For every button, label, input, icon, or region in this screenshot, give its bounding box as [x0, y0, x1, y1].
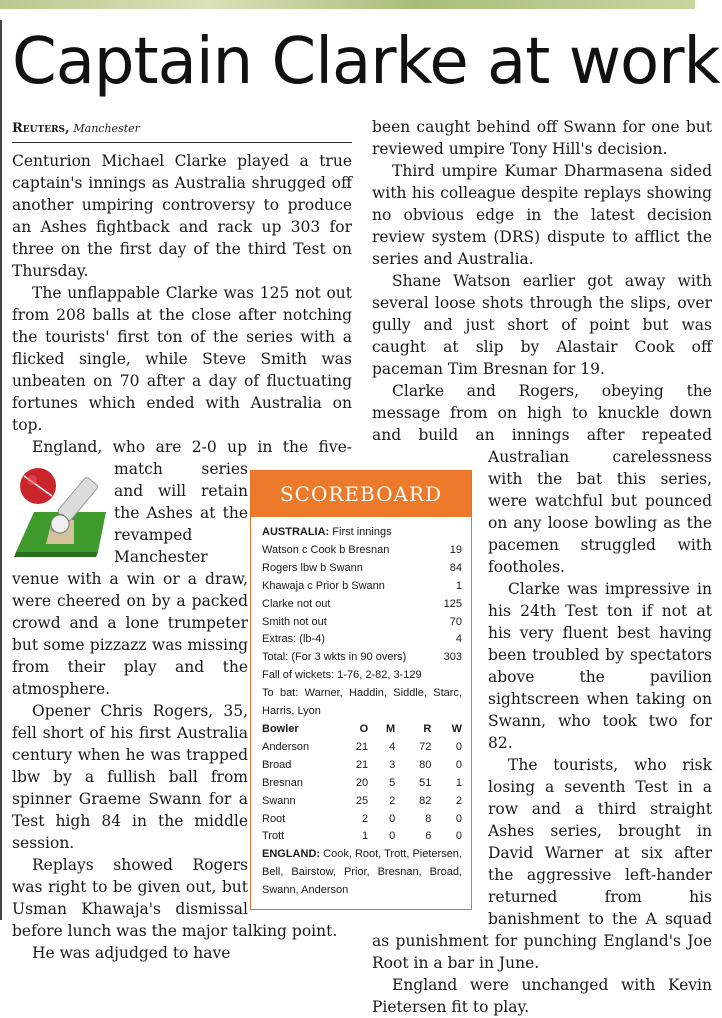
paragraph: The tourists, who risk losing a seventh Test in a row and a third straight Ashes series, brought in David Warner at six after the aggressive left-hander returned from his banishment to the A squad as punishment for punching England's Joe Root in a bar in June.: [372, 756, 712, 972]
runs: 19: [449, 543, 462, 556]
byline-rule: [12, 142, 352, 143]
bowling-cell: Swann: [262, 794, 296, 807]
bowling-cell: 2: [362, 812, 369, 825]
bowling-cell: 8: [425, 812, 432, 825]
bowling-header-cell: M: [386, 722, 396, 735]
bowling-cell: 0: [389, 830, 396, 843]
batting-row: [262, 560, 462, 578]
team-label: AUSTRALIA:: [262, 526, 330, 538]
byline-place: Manchester: [73, 122, 140, 135]
paragraph: Opener Chris Rogers, 35, fell short of his first Australia century when he was trapped lbw by a fullish ball from spinner Graeme Swann for a Test high 84 in the middle session.: [12, 702, 248, 852]
batting-list: [262, 542, 462, 667]
bowling-row: [262, 828, 462, 846]
bowling-cell: 0: [455, 758, 462, 771]
paragraph: The unflappable Clarke was 125 not out from 208 balls at the close after notching the tourists' first ton of the series with a flicked single, while Steve Smith was unbeaten on 70 after a day of fluctuating fortunes which ended with Australia on top.: [12, 284, 352, 434]
bowling-cell: Broad: [262, 758, 292, 771]
bowling-cell: 5: [389, 776, 396, 789]
batting-row: [262, 631, 462, 649]
scoreboard-title: SCOREBOARD: [251, 471, 471, 517]
bowling-cell: Trott: [262, 830, 285, 843]
bowling-cell: 51: [419, 776, 432, 789]
headline: Captain Clarke at work: [12, 25, 720, 99]
bowling-cell: 4: [389, 740, 396, 753]
innings-line: [262, 524, 462, 542]
paragraph: England were unchanged with Kevin Pietersen fit to play.: [372, 976, 712, 1016]
batsman: Khawaja c Prior b Swann: [262, 579, 385, 592]
bowling-row: [262, 793, 462, 811]
bowling-header-cell: O: [359, 722, 369, 735]
scoreboard: [250, 470, 472, 910]
bowling-row: [262, 757, 462, 775]
bowling-cell: 1: [362, 830, 369, 843]
innings-label: First innings: [332, 526, 392, 538]
batsman: Smith not out: [262, 615, 327, 628]
bowling-cell: Bresnan: [262, 776, 303, 789]
byline: [12, 120, 140, 137]
scoreboard-body: [262, 524, 462, 900]
bowling-cell: 25: [355, 794, 369, 807]
batting-row: [262, 649, 462, 667]
fall-of-wickets: Fall of wickets: 1-76, 2-82, 3-129: [262, 669, 422, 682]
bowling-cell: 21: [355, 758, 369, 771]
bowling-header-cell: R: [423, 722, 432, 735]
bowling-cell: 1: [455, 776, 462, 789]
bowling-cell: 0: [455, 830, 462, 843]
bowling-row: [262, 775, 462, 793]
bowling-cell: 0: [455, 740, 462, 753]
runs: 84: [449, 561, 462, 574]
paragraph: England, who are 2-0 up in the five-match series and will retain the Ashes at the revamped Manchester venue with a win or a draw, were cheered on by a packed crowd and a lone trumpeter but some pizzazz was missing from their play and the atmosphere.: [12, 438, 352, 698]
bowling-header: [262, 721, 462, 739]
paragraph: been caught behind off Swann for one but reviewed umpire Tony Hill's decision.: [372, 118, 712, 158]
bowling-cell: 0: [389, 812, 396, 825]
bowling-table: [262, 721, 462, 846]
to-bat: To bat: Warner, Haddin, Siddle, Starc, Harris, Lyon: [262, 687, 462, 718]
bowling-cell: 72: [419, 740, 432, 753]
bowling-header-cell: Bowler: [262, 722, 299, 735]
bowling-cell: Root: [262, 812, 286, 825]
top-photo-strip: [0, 0, 695, 9]
paragraph: Shane Watson earlier got away with several loose shots through the slips, over gully and just short of point but was caught at slip by Alastair Cook off paceman Tim Bresnan for 19.: [372, 272, 712, 378]
bowling-header-cell: W: [451, 722, 462, 735]
runs: 125: [443, 597, 462, 610]
bowling-cell: 6: [425, 830, 432, 843]
paragraph: Centurion Michael Clarke played a true captain's innings as Australia shrugged off another umpiring controversy to produce an Ashes fightback and rack up 303 for three on the first day of the third Test on Thursday.: [12, 152, 352, 280]
runs: 70: [449, 615, 462, 628]
batsman: Watson c Cook b Bresnan: [262, 543, 390, 556]
england-label: ENGLAND:: [262, 848, 321, 861]
bowling-cell: 80: [419, 758, 432, 771]
batting-row: [262, 578, 462, 596]
batsman: Clarke not out: [262, 597, 331, 610]
bowling-row: [262, 811, 462, 829]
bowling-cell: 82: [419, 794, 432, 807]
paragraph: Replays showed Rogers was right to be given out, but Usman Khawaja's dismissal before lunch was the major talking point.: [12, 856, 338, 940]
bowling-cell: 3: [389, 758, 396, 771]
batting-row: [262, 542, 462, 560]
byline-agency: Reuters,: [12, 121, 70, 136]
england-players: Cook, Root, Trott, Pietersen, Bell, Bairstow, Prior, Bresnan, Broad, Swann, Anderson: [262, 848, 462, 897]
paragraph: Third umpire Kumar Dharmasena sided with his colleague despite replays showing no obvious edge in the latest decision review system (DRS) dispute to afflict the series and Australia.: [372, 162, 712, 268]
bowling-cell: 2: [389, 794, 396, 807]
cricket-icon: [0, 460, 110, 560]
batsman: Rogers lbw b Swann: [262, 561, 363, 574]
runs: 303: [443, 651, 462, 664]
batsman: Extras: (lb-4): [262, 633, 325, 646]
bowling-cell: 0: [455, 812, 462, 825]
bowling-row: [262, 739, 462, 757]
bowling-cell: 2: [455, 794, 462, 807]
batting-row: [262, 614, 462, 632]
batsman: Total: (For 3 wkts in 90 overs): [262, 651, 407, 664]
bowling-cell: Anderson: [262, 740, 310, 753]
england-xi: [262, 846, 462, 900]
runs: 4: [455, 633, 462, 646]
paragraph: He was adjudged to have: [32, 944, 231, 962]
bowling-cell: 21: [355, 740, 369, 753]
runs: 1: [455, 579, 462, 592]
batting-row: [262, 596, 462, 614]
paragraph: Clarke and Rogers, obeying the message from on high to knuckle down and build an innings after repeated Australian carelessness with the bat this series, were watchful but pounced on any loose bowling as the pacemen struggled with footholes.: [372, 382, 712, 576]
bowling-cell: 20: [355, 776, 369, 789]
paragraph: Clarke was impressive in his 24th Test ton if not at his very fluent best having been troubled by spectators above the pavilion sightscreen when taking on Swann, who took two for 82.: [488, 580, 712, 752]
